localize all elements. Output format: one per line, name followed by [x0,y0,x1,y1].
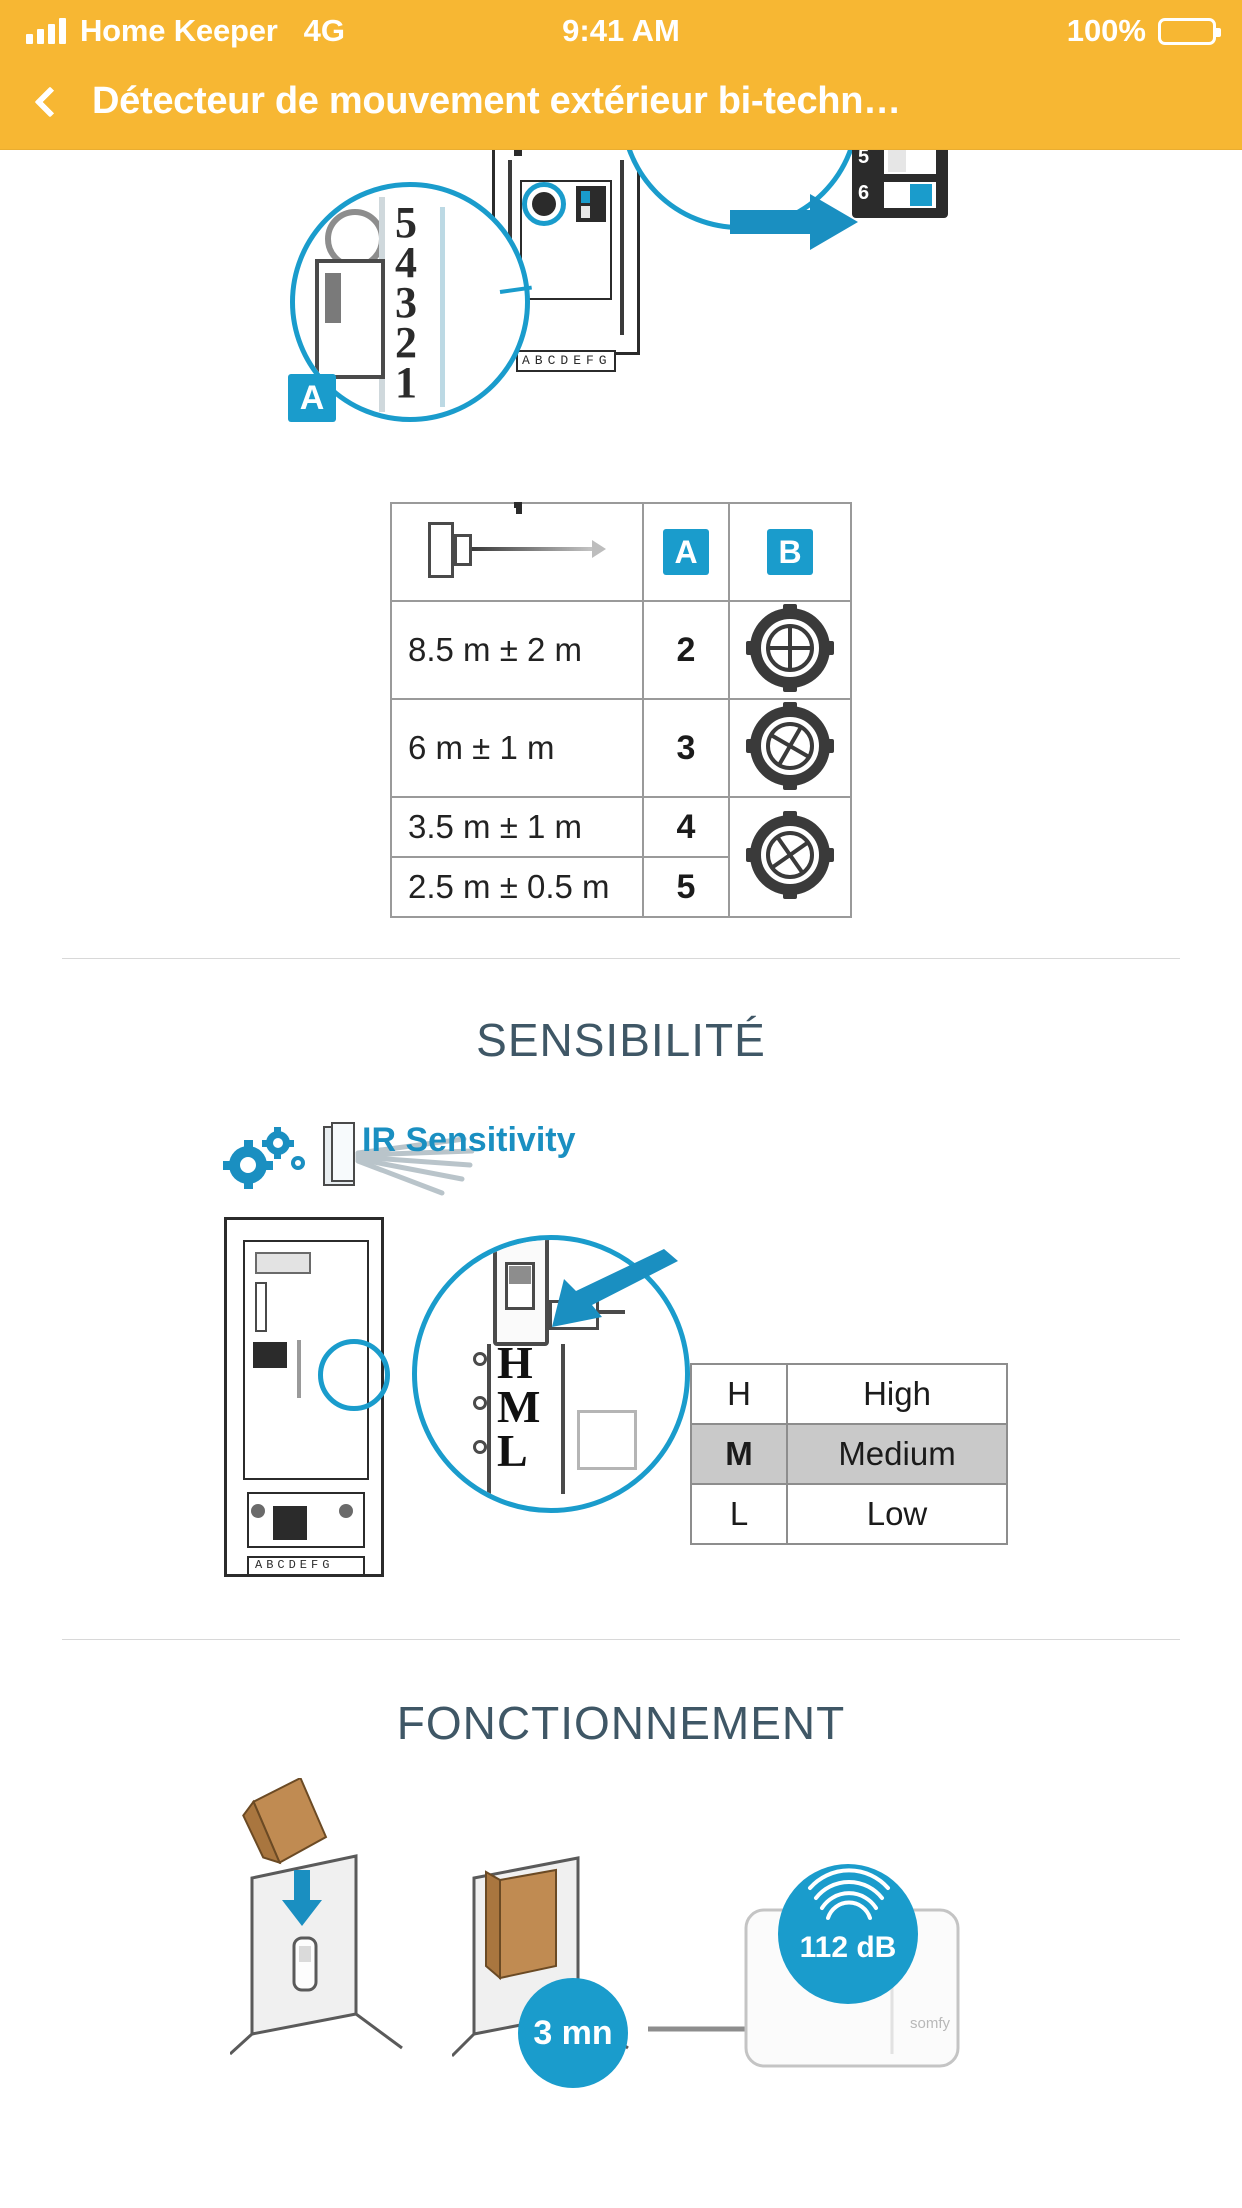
dip-label-6: 6 [858,182,870,204]
setting-a-value: 3 [643,699,729,797]
clock-label: 9:41 AM [562,13,680,48]
section-divider-2 [62,1639,1180,1640]
sound-bubble [778,1864,918,2004]
distance-value: 8.5 m ± 2 m [391,601,643,699]
ir-sensitivity-label: IR Sensitivity [362,1121,576,1159]
arrow-pointing-switch-icon [540,1243,680,1358]
gears-icon [222,1125,314,1194]
distance-value: 6 m ± 1 m [391,699,643,797]
badge-b: B [767,529,813,575]
switch-label-h: H [497,1337,533,1388]
section-title-sensibilite: SENSIBILITÉ [476,1014,766,1066]
navigation-bar [0,62,1242,150]
carrier-label: Home Keeper [80,13,278,48]
sensitivity-switch-highlight [318,1339,390,1411]
table-row [691,1484,1007,1544]
battery-percent-label: 100% [1066,13,1146,48]
header-cell-b [729,503,851,601]
delay-label: 3 mn [533,2013,613,2052]
dip-switch-lever-2 [581,206,590,218]
switch-label-m: M [497,1381,541,1432]
distance-table [390,502,852,918]
range-diagram-icon [392,504,642,600]
setting-a-value: 5 [643,857,729,917]
callout-circle-a: 5 4 3 2 1 [290,182,530,422]
potentiometer-knob-icon [532,192,556,216]
section-title-fonctionnement: FONCTIONNEMENT [396,1697,846,1749]
delay-bubble [518,1978,628,2088]
status-right [1067,13,1216,49]
table-row [391,797,851,857]
table-row-selected [691,1424,1007,1484]
dial-setting-4-icon [729,797,851,917]
dip-switch-zoom-icon [852,150,948,218]
arrow-down-icon [282,1870,322,1926]
status-bar [0,0,1242,62]
sensitivity-table-wrapper [690,1363,1008,1545]
switch-label-l: L [497,1425,528,1476]
back-button[interactable] [22,74,78,130]
header-cell-a [643,503,729,601]
device-edge-line-2 [620,160,624,335]
setting-a-value: 2 [643,601,729,699]
section-divider [62,958,1180,959]
page-title: Détecteur de mouvement extérieur bi-techn… [92,80,901,122]
badge-a: A [663,529,709,575]
pcb-terminal-label: ABCDEFG [255,1558,334,1572]
falling-package-icon [242,1778,362,1938]
sensitivity-key: L [691,1484,787,1544]
table-header-row [391,503,851,601]
sensitivity-value: Medium [787,1424,1007,1484]
dip-switch-lever [581,191,590,203]
sensitivity-value: Low [787,1484,1007,1544]
distance-value: 2.5 m ± 0.5 m [391,857,643,917]
figure-adjustment-diagram [0,150,1242,440]
table-row [691,1364,1007,1424]
table-row [391,601,851,699]
callout-badge-a: A [288,374,336,422]
sensitivity-value: High [787,1364,1007,1424]
battery-full-icon [1158,18,1216,45]
chevron-left-icon [34,86,65,117]
setting-a-value: 4 [643,797,729,857]
terminal-strip-label: ABCDEFG [522,353,612,368]
arrow-right-icon [730,192,860,257]
status-left [26,13,345,49]
dial-setting-3-icon [729,699,851,797]
figure-sensitivity [0,1113,1242,1623]
sensitivity-key: M [691,1424,787,1484]
dial-setting-2-icon [729,601,851,699]
signal-bars-icon [26,18,66,44]
dip-label-5: 5 [858,150,870,168]
network-type-label: 4G [303,13,346,48]
range-diagram-cell [391,503,643,601]
table-row [391,699,851,797]
distance-value: 3.5 m ± 1 m [391,797,643,857]
sensitivity-key: H [691,1364,787,1424]
distance-table-wrapper [0,502,1242,918]
sensitivity-table [690,1363,1008,1545]
svg-text:somfy: somfy [910,2015,951,2032]
figure-operation [0,1796,1242,2126]
sound-level-label: 112 dB [799,1931,897,1964]
document-scroll-area[interactable] [0,150,1242,2208]
